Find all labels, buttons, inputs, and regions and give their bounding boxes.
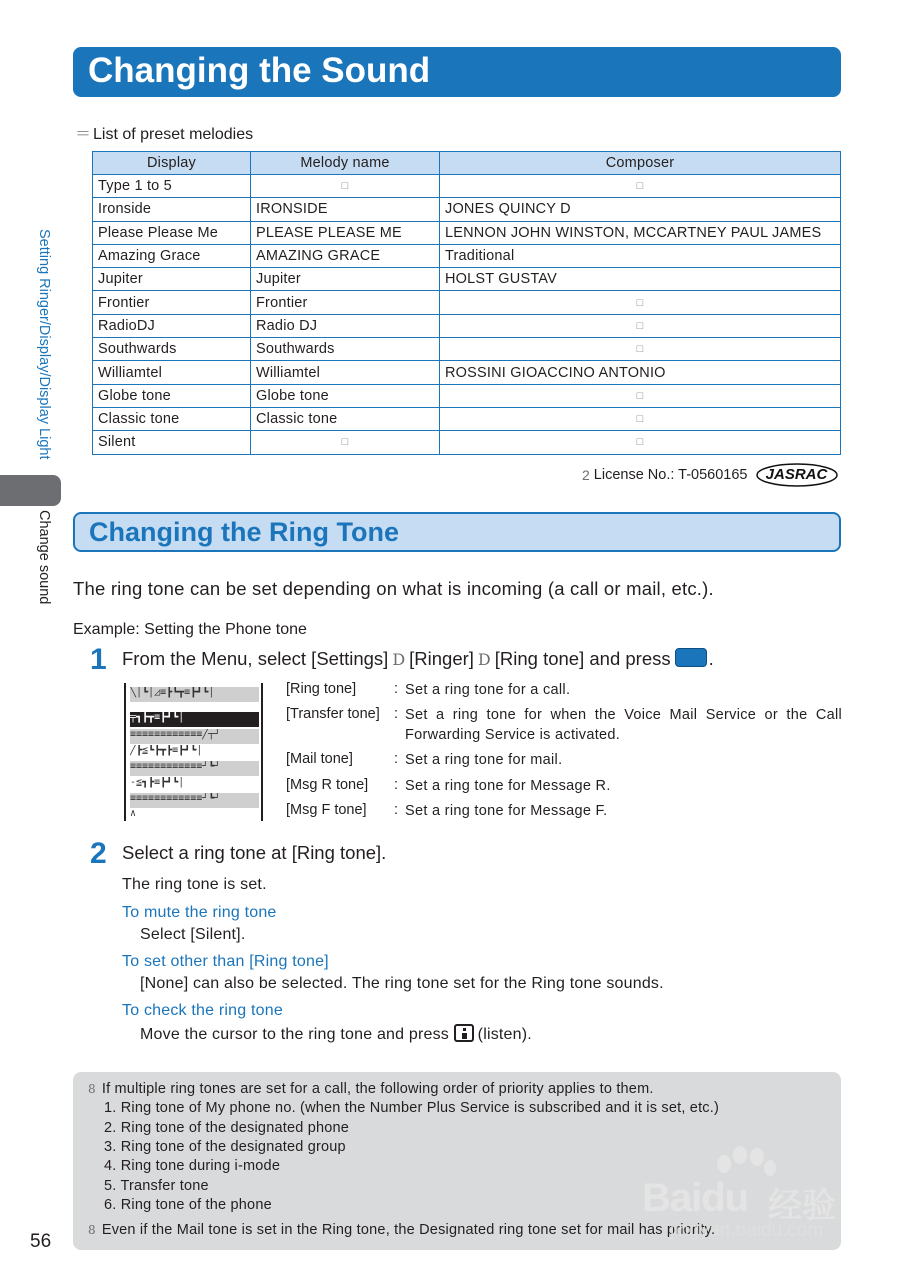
option-colon: : xyxy=(394,751,399,767)
table-cell-melody: Globe tone xyxy=(251,384,440,407)
license-mark: 2 xyxy=(582,467,590,483)
empty-cell-icon: □ xyxy=(251,175,440,198)
empty-cell-icon: □ xyxy=(440,384,841,407)
priority-item: 5. Transfer tone xyxy=(104,1178,209,1194)
option-value: Set a ring tone for Message R. xyxy=(405,778,611,794)
table-row xyxy=(93,244,841,267)
note-1-text: If multiple ring tones are set for a call, the following order of priority applies to them. xyxy=(101,1081,654,1097)
priority-item: 1. Ring tone of My phone no. (when the Number Plus Service is subscribed and it is set, etc.) xyxy=(104,1100,720,1116)
melody-table-body xyxy=(93,175,841,455)
table-cell-composer: ROSSINI GIOACCINO ANTONIO xyxy=(440,361,841,384)
screen-row: ╱┣≦┗┣┳┣≡┣┛┗│ xyxy=(130,745,203,756)
screen-row: ≡≡≡≡≡≡≡≡≡≡≡≡╱┬┘ xyxy=(130,729,259,744)
screen-row-highlighted: ╤┓┣┳≡┣┛┗│ xyxy=(130,712,259,727)
step-2-number: 2 xyxy=(90,837,107,870)
option-colon: : xyxy=(394,802,399,818)
option-value: Set a ring tone for a call. xyxy=(405,682,571,698)
step-2-result: The ring tone is set. xyxy=(122,876,267,893)
baidu-watermark xyxy=(640,1150,860,1245)
watermark-brand: Baidu xyxy=(642,1176,749,1220)
tip-body-mute: Select [Silent]. xyxy=(140,926,246,943)
note-mark-icon: 8 xyxy=(88,1223,96,1237)
tip-body-other: [None] can also be selected. The ring tone set for the Ring tone sounds. xyxy=(140,975,664,992)
table-cell-melody: IRONSIDE xyxy=(251,198,440,221)
table-row xyxy=(93,338,841,361)
side-tab-section: Setting Ringer/Display/Display Light xyxy=(36,229,52,460)
table-cell-display: Please Please Me xyxy=(93,221,251,244)
table-row xyxy=(93,198,841,221)
column-header-display: Display xyxy=(93,152,251,175)
note-1 xyxy=(88,1081,654,1097)
license-number: License No.: T-0560165 xyxy=(593,467,748,483)
step-1-text-b: [Ringer] xyxy=(409,648,474,669)
empty-cell-icon: □ xyxy=(440,431,841,454)
table-cell-display: Williamtel xyxy=(93,361,251,384)
step-1-text-c: [Ring tone] and press xyxy=(494,648,671,669)
tip-body-check-b: (listen). xyxy=(477,1026,532,1043)
melody-table xyxy=(92,151,841,455)
tip-body-check xyxy=(140,1024,532,1044)
option-key: [Ring tone] xyxy=(286,681,357,697)
option-value: Set a ring tone for mail. xyxy=(405,752,563,768)
page-number: 56 xyxy=(30,1231,52,1252)
option-key: [Mail tone] xyxy=(286,751,353,767)
priority-item: 3. Ring tone of the designated group xyxy=(104,1139,346,1155)
table-cell-display: Ironside xyxy=(93,198,251,221)
priority-item: 2. Ring tone of the designated phone xyxy=(104,1120,350,1136)
priority-item: 6. Ring tone of the phone xyxy=(104,1197,272,1213)
side-tab-marker xyxy=(0,475,61,506)
listen-key-icon xyxy=(454,1024,474,1042)
option-key: [Transfer tone] xyxy=(286,706,380,722)
screen-row: ≡≡≡≡≡≡≡≡≡≡≡≡┘┗┘ xyxy=(130,761,259,776)
table-cell-composer: Traditional xyxy=(440,244,841,267)
table-cell-melody: Williamtel xyxy=(251,361,440,384)
column-header-composer: Composer xyxy=(440,152,841,175)
table-row xyxy=(93,407,841,430)
empty-cell-icon: □ xyxy=(440,407,841,430)
table-cell-display: Southwards xyxy=(93,338,251,361)
watermark-url: jingyan.baidu.com xyxy=(670,1220,824,1241)
table-row xyxy=(93,384,841,407)
priority-item: 4. Ring tone during i-mode xyxy=(104,1158,281,1174)
tip-body-check-a: Move the cursor to the ring tone and press xyxy=(140,1026,450,1043)
step-1-text-end: . xyxy=(708,648,714,669)
column-header-melody: Melody name xyxy=(251,152,440,175)
table-cell-display: Frontier xyxy=(93,291,251,314)
melody-list-heading-text: List of preset melodies xyxy=(93,126,254,143)
table-cell-melody: AMAZING GRACE xyxy=(251,244,440,267)
option-colon: : xyxy=(394,681,399,697)
example-label: Example: Setting the Phone tone xyxy=(73,621,307,638)
side-tab-subsection: Change sound xyxy=(36,510,52,605)
melody-list-heading xyxy=(75,121,253,144)
option-key: [Msg R tone] xyxy=(286,777,369,793)
table-cell-display: Silent xyxy=(93,431,251,454)
table-cell-melody: PLEASE PLEASE ME xyxy=(251,221,440,244)
note-2-text: Even if the Mail tone is set in the Ring tone, the Designated ring tone set for mail has priority. xyxy=(101,1222,716,1238)
tip-heading-mute: To mute the ring tone xyxy=(122,904,277,921)
table-row xyxy=(93,175,841,198)
section-title: Changing the Ring Tone xyxy=(73,512,841,552)
table-cell-display: Amazing Grace xyxy=(93,244,251,267)
empty-cell-icon: □ xyxy=(440,314,841,337)
table-cell-display: Classic tone xyxy=(93,407,251,430)
table-header-row xyxy=(93,152,841,175)
license-line xyxy=(582,463,838,487)
page-title: Changing the Sound xyxy=(73,47,841,97)
option-key: [Msg F tone] xyxy=(286,802,367,818)
empty-cell-icon: □ xyxy=(251,431,440,454)
empty-cell-icon: □ xyxy=(440,175,841,198)
option-value: Set a ring tone for when the Voice Mail Service or the Call Forwarding Service is activated. xyxy=(405,707,842,743)
table-row xyxy=(93,361,841,384)
table-cell-display: Globe tone xyxy=(93,384,251,407)
table-cell-melody: Jupiter xyxy=(251,268,440,291)
table-cell-display: Type 1 to 5 xyxy=(93,175,251,198)
table-cell-melody: Frontier xyxy=(251,291,440,314)
phone-screen-illustration xyxy=(124,683,263,821)
table-cell-composer: HOLST GUSTAV xyxy=(440,268,841,291)
scroll-indicator-icon: ∧ xyxy=(130,808,137,819)
table-cell-composer: LENNON JOHN WINSTON, MCCARTNEY PAUL JAMES xyxy=(440,221,841,244)
table-row xyxy=(93,291,841,314)
empty-cell-icon: □ xyxy=(440,338,841,361)
empty-cell-icon: □ xyxy=(440,291,841,314)
select-key-icon xyxy=(675,648,707,667)
table-row xyxy=(93,268,841,291)
table-row xyxy=(93,431,841,454)
step-arrow-icon: D xyxy=(477,650,491,669)
table-row xyxy=(93,221,841,244)
option-colon: : xyxy=(394,706,399,722)
step-1-number: 1 xyxy=(90,643,107,676)
note-2 xyxy=(88,1222,715,1238)
table-cell-composer: JONES QUINCY D xyxy=(440,198,841,221)
tip-heading-other: To set other than [Ring tone] xyxy=(122,953,329,970)
tip-heading-check: To check the ring tone xyxy=(122,1002,283,1019)
table-cell-display: Jupiter xyxy=(93,268,251,291)
screen-row: -≦┓┣≡┣┛┗│ xyxy=(130,777,185,788)
option-colon: : xyxy=(394,777,399,793)
table-row xyxy=(93,314,841,337)
jasrac-logo-text: JASRAC xyxy=(765,466,828,483)
jasrac-logo xyxy=(756,463,838,487)
step-arrow-icon: D xyxy=(392,650,406,669)
screen-row: ≡≡≡≡≡≡≡≡≡≡≡≡┘┗┘ xyxy=(130,793,259,808)
step-1-instruction xyxy=(122,648,714,670)
table-cell-melody: Radio DJ xyxy=(251,314,440,337)
section-intro: The ring tone can be set depending on what is incoming (a call or mail, etc.). xyxy=(73,578,714,599)
watermark-cn: 经验 xyxy=(768,1187,836,1225)
screen-title-row: ╲│┗│◿≡┣┗┳≡┣┛┗│ xyxy=(130,687,259,702)
step-1-text-a: From the Menu, select [Settings] xyxy=(122,648,389,669)
table-cell-melody: Southwards xyxy=(251,338,440,361)
option-value: Set a ring tone for Message F. xyxy=(405,803,608,819)
table-cell-melody: Classic tone xyxy=(251,407,440,430)
step-2-instruction: Select a ring tone at [Ring tone]. xyxy=(122,842,387,863)
heading-bullet: ＝ xyxy=(75,126,92,143)
table-cell-display: RadioDJ xyxy=(93,314,251,337)
note-mark-icon: 8 xyxy=(88,1082,96,1096)
